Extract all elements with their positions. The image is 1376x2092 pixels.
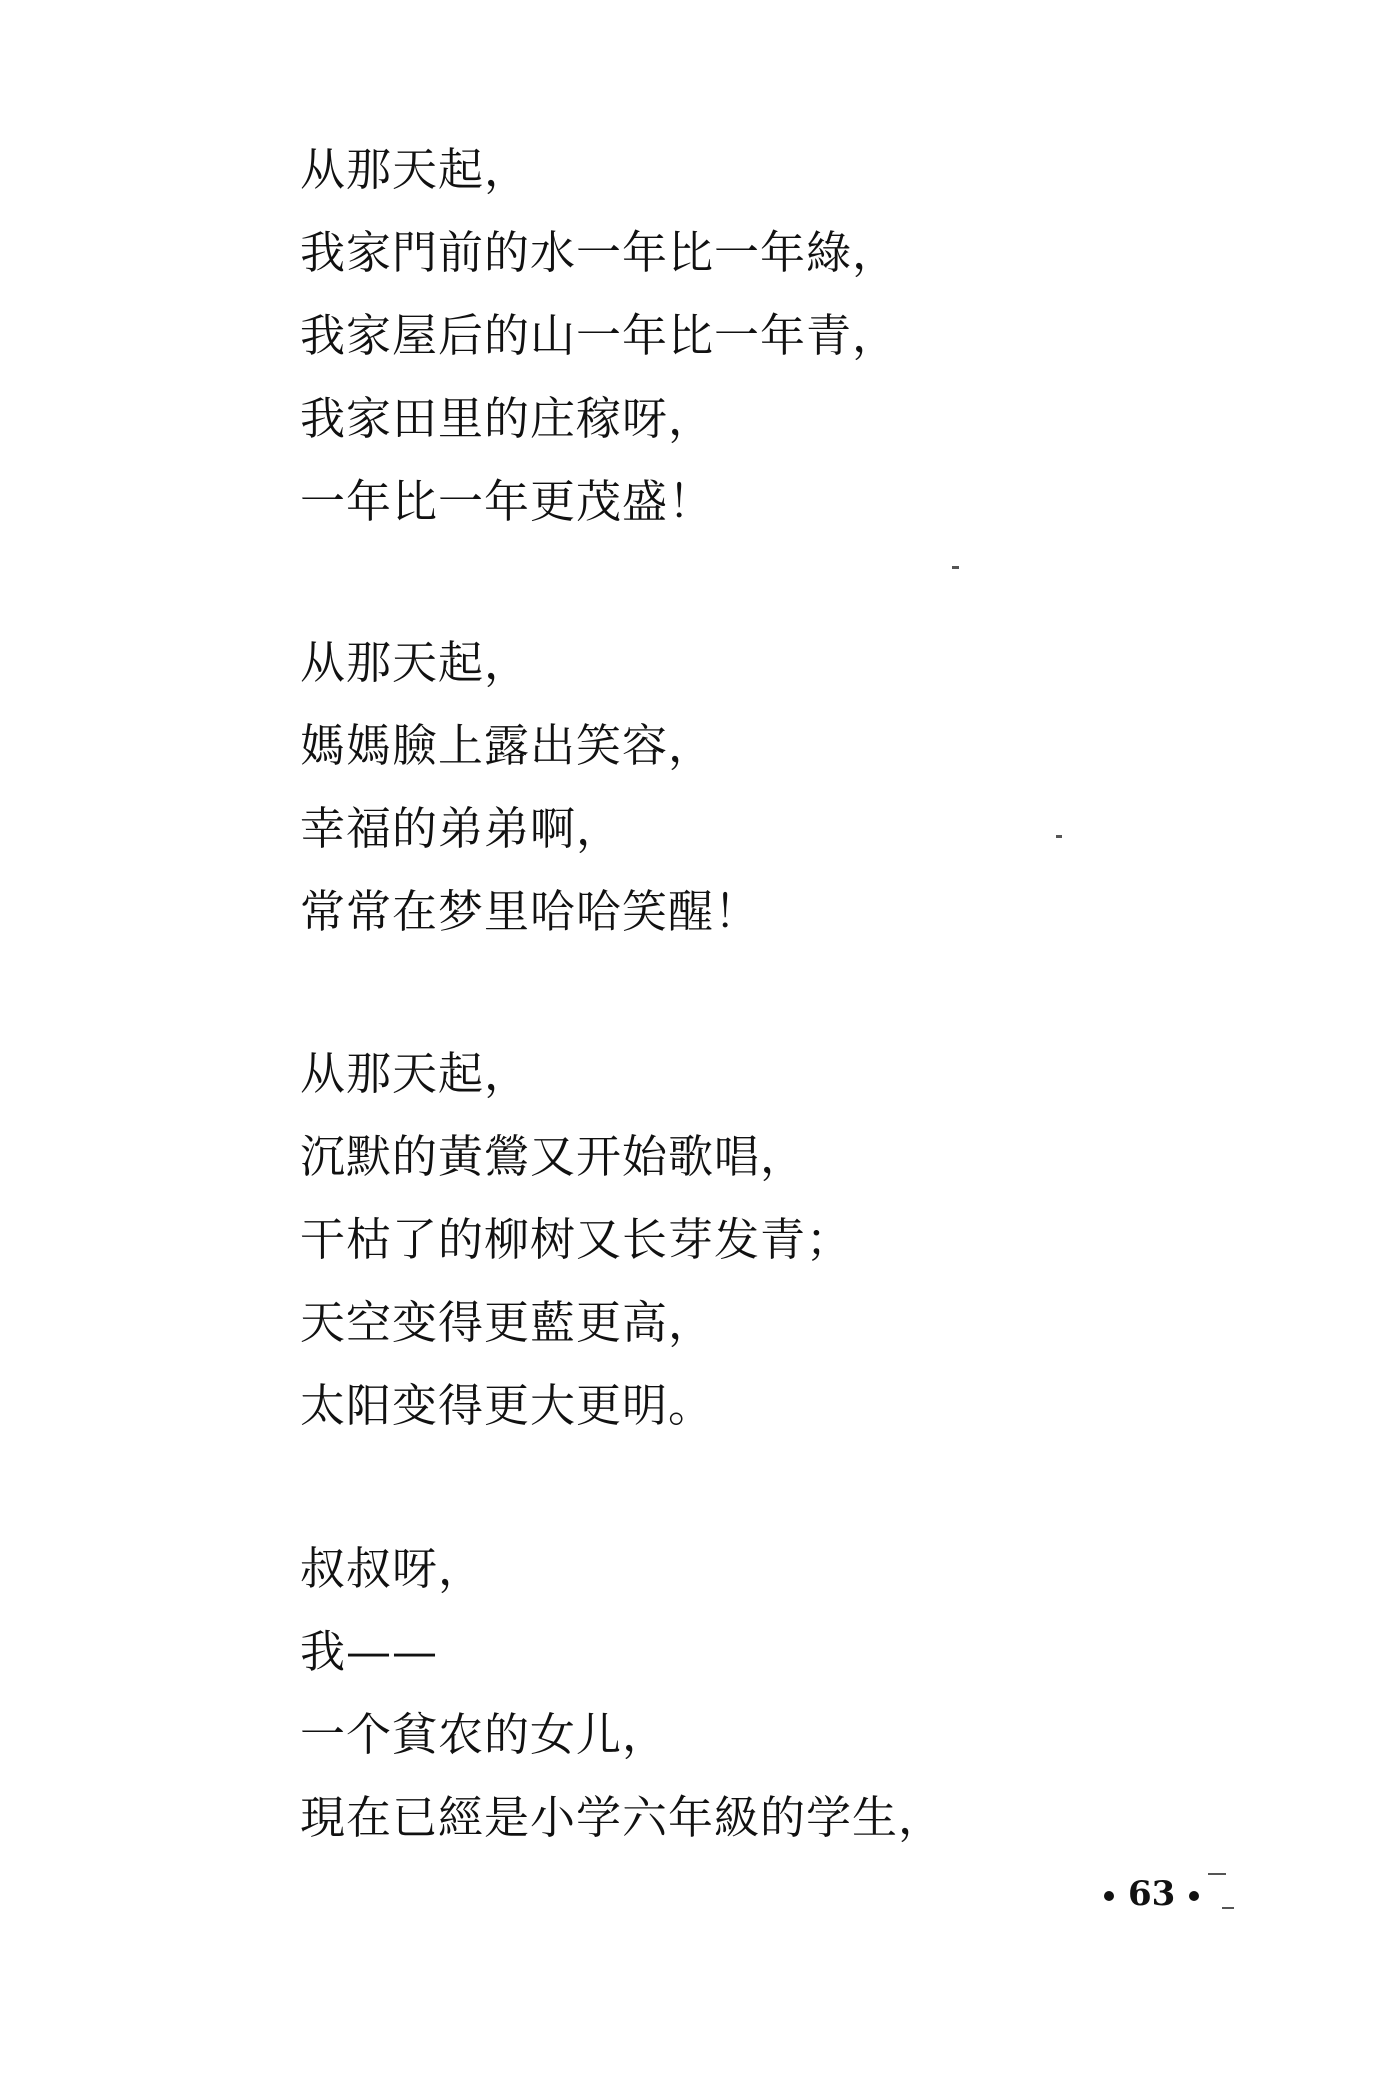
poem-line: 我家門前的水一年比一年綠， bbox=[300, 226, 899, 279]
bullet-dot-left bbox=[1104, 1891, 1114, 1901]
poem-line: 叔叔呀， bbox=[300, 1542, 485, 1595]
poem-line: 一个貧农的女儿， bbox=[300, 1708, 669, 1761]
scan-speck bbox=[1222, 1907, 1234, 1909]
scan-speck bbox=[952, 566, 959, 569]
poem-line: 从那天起， bbox=[300, 143, 531, 196]
poem-line: 幸福的弟弟啊， bbox=[300, 802, 623, 855]
poem-line: 我—— bbox=[300, 1625, 439, 1678]
poem-line: 我家屋后的山一年比一年青， bbox=[300, 309, 899, 362]
poem-stanza-1 bbox=[300, 128, 898, 543]
poem-line: 一年比一年更茂盛！ bbox=[300, 475, 715, 528]
poem-line: 媽媽臉上露出笑容， bbox=[300, 719, 715, 772]
poem-line: 从那天起， bbox=[300, 1047, 531, 1100]
poem-line: 干枯了的柳树又长芽发青； bbox=[300, 1213, 853, 1266]
poem-line: 現在已經是小学六年級的学生， bbox=[300, 1791, 945, 1844]
page-number: 63 bbox=[1128, 1874, 1176, 1914]
poem-line: 常常在梦里哈哈笑醒！ bbox=[300, 885, 761, 938]
bullet-dot-right bbox=[1189, 1891, 1199, 1901]
poem-stanza-2 bbox=[300, 621, 760, 953]
scan-speck bbox=[1056, 835, 1062, 838]
poem-line: 我家田里的庄稼呀， bbox=[300, 392, 715, 445]
poem-line: 太阳变得更大更明。 bbox=[300, 1379, 715, 1432]
poem-line: 从那天起， bbox=[300, 636, 531, 689]
poem-stanza-3 bbox=[300, 1032, 852, 1447]
poem-line: 沉默的黃鶯又开始歌唱， bbox=[300, 1130, 807, 1183]
page-number-footer bbox=[1090, 1872, 1213, 1916]
poem-stanza-4 bbox=[300, 1527, 944, 1859]
poem-line: 天空变得更藍更高， bbox=[300, 1296, 715, 1349]
scan-speck bbox=[1208, 1873, 1226, 1875]
